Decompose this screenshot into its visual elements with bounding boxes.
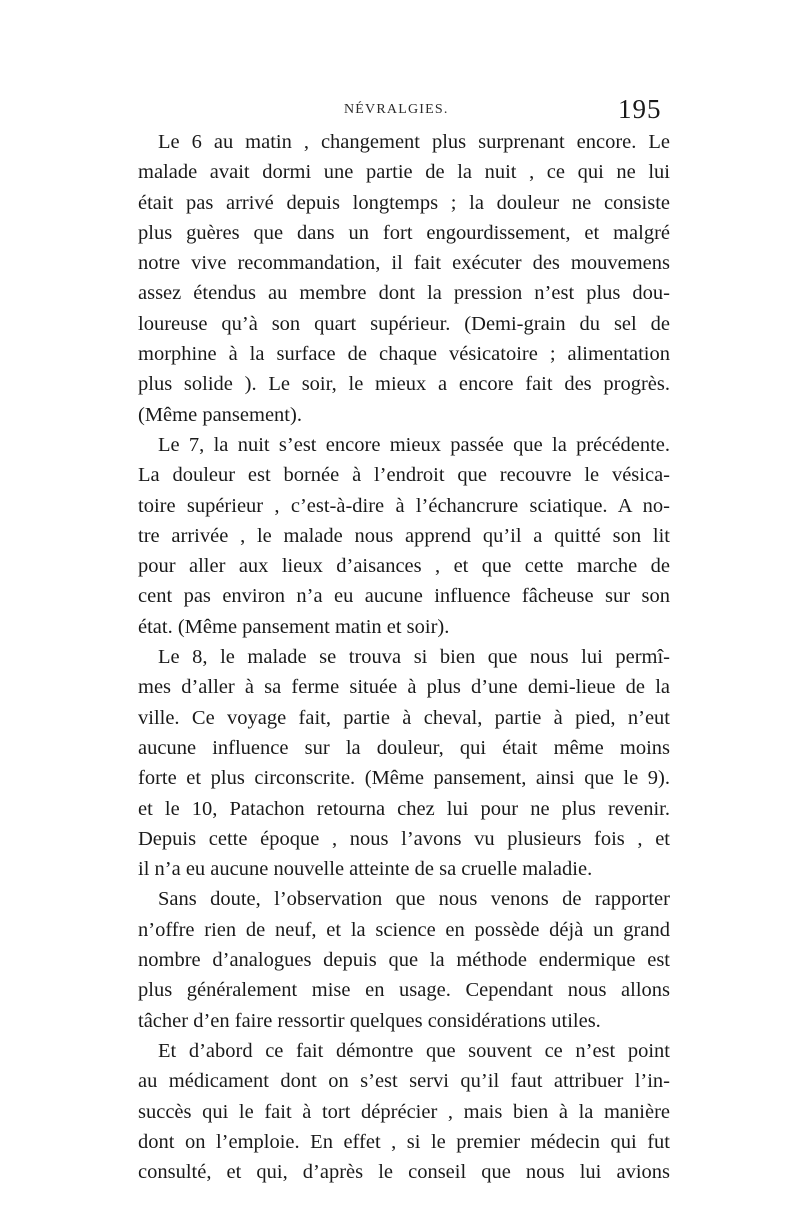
text-line: malade avait dormi une partie de la nuit , ce qui ne lui (138, 161, 670, 184)
text-line: n’offre rien de neuf, et la science en possède déjà un grand (138, 918, 670, 941)
text-line: plus guères que dans un fort engourdissement, et malgré (138, 221, 670, 244)
running-title: NÉVRALGIES. (344, 102, 449, 117)
text-line: nombre d’analogues depuis que la méthode endermique est (138, 949, 670, 972)
text-line: (Même pansement). (138, 403, 302, 426)
text-line: plus généralement mise en usage. Cependant nous allons (138, 979, 670, 1002)
text-line: dont on l’emploie. En effet , si le premier médecin qui fut (138, 1130, 670, 1153)
text-line: Depuis cette époque , nous l’avons vu plusieurs fois , et (138, 827, 670, 850)
text-line: et le 10, Patachon retourna chez lui pour ne plus revenir. (138, 797, 670, 820)
text-line: tre arrivée , le malade nous apprend qu’il a quitté son lit (138, 524, 670, 547)
text-line: morphine à la surface de chaque vésicatoire ; alimentation (138, 343, 670, 366)
text-line: il n’a eu aucune nouvelle atteinte de sa cruelle maladie. (138, 858, 593, 881)
text-line: toire supérieur , c’est-à-dire à l’échancrure sciatique. A no- (138, 494, 670, 517)
text-line: notre vive recommandation, il fait exécuter des mouvemens (138, 252, 670, 275)
text-line: état. (Même pansement matin et soir). (138, 615, 450, 638)
text-line: au médicament dont on s’est servi qu’il faut attribuer l’in- (138, 1070, 670, 1093)
text-line: assez étendus au membre dont la pression n’est plus dou- (138, 282, 670, 305)
text-line: aucune influence sur la douleur, qui était même moins (138, 736, 670, 759)
body-text (138, 127, 670, 1187)
text-line: Sans doute, l’observation que nous venons de rapporter (158, 888, 670, 911)
text-line: Le 8, le malade se trouva si bien que nous lui permî- (158, 646, 670, 669)
text-line: Et d’abord ce fait démontre que souvent ce n’est point (158, 1039, 670, 1062)
text-line: Le 7, la nuit s’est encore mieux passée que la précédente. (158, 433, 670, 456)
text-line: Le 6 au matin , changement plus surprenant encore. Le (158, 131, 670, 153)
text-line: ville. Ce voyage fait, partie à cheval, partie à pied, n’eut (138, 706, 670, 729)
text-line: succès qui le fait à tort déprécier , mais bien à la manière (138, 1100, 670, 1123)
text-line: cent pas environ n’a eu aucune influence fâcheuse sur son (138, 585, 670, 608)
text-line: consulté, et qui, d’après le conseil que nous lui avions (138, 1161, 670, 1184)
text-line: était pas arrivé depuis longtemps ; la douleur ne consiste (138, 191, 670, 214)
text-line: pour aller aux lieux d’aisances , et que cette marche de (138, 555, 670, 578)
page-number: 195 (618, 94, 662, 124)
text-line: mes d’aller à sa ferme située à plus d’une demi-lieue de la (138, 676, 670, 699)
text-line: La douleur est bornée à l’endroit que recouvre le vésica- (138, 464, 670, 487)
text-line: tâcher d’en faire ressortir quelques considérations utiles. (138, 1009, 601, 1032)
text-line: plus solide ). Le soir, le mieux a encore fait des progrès. (138, 373, 670, 396)
text-line: forte et plus circonscrite. (Même pansement, ainsi que le 9). (138, 767, 670, 790)
text-line: loureuse qu’à son quart supérieur. (Demi-grain du sel de (138, 312, 670, 335)
